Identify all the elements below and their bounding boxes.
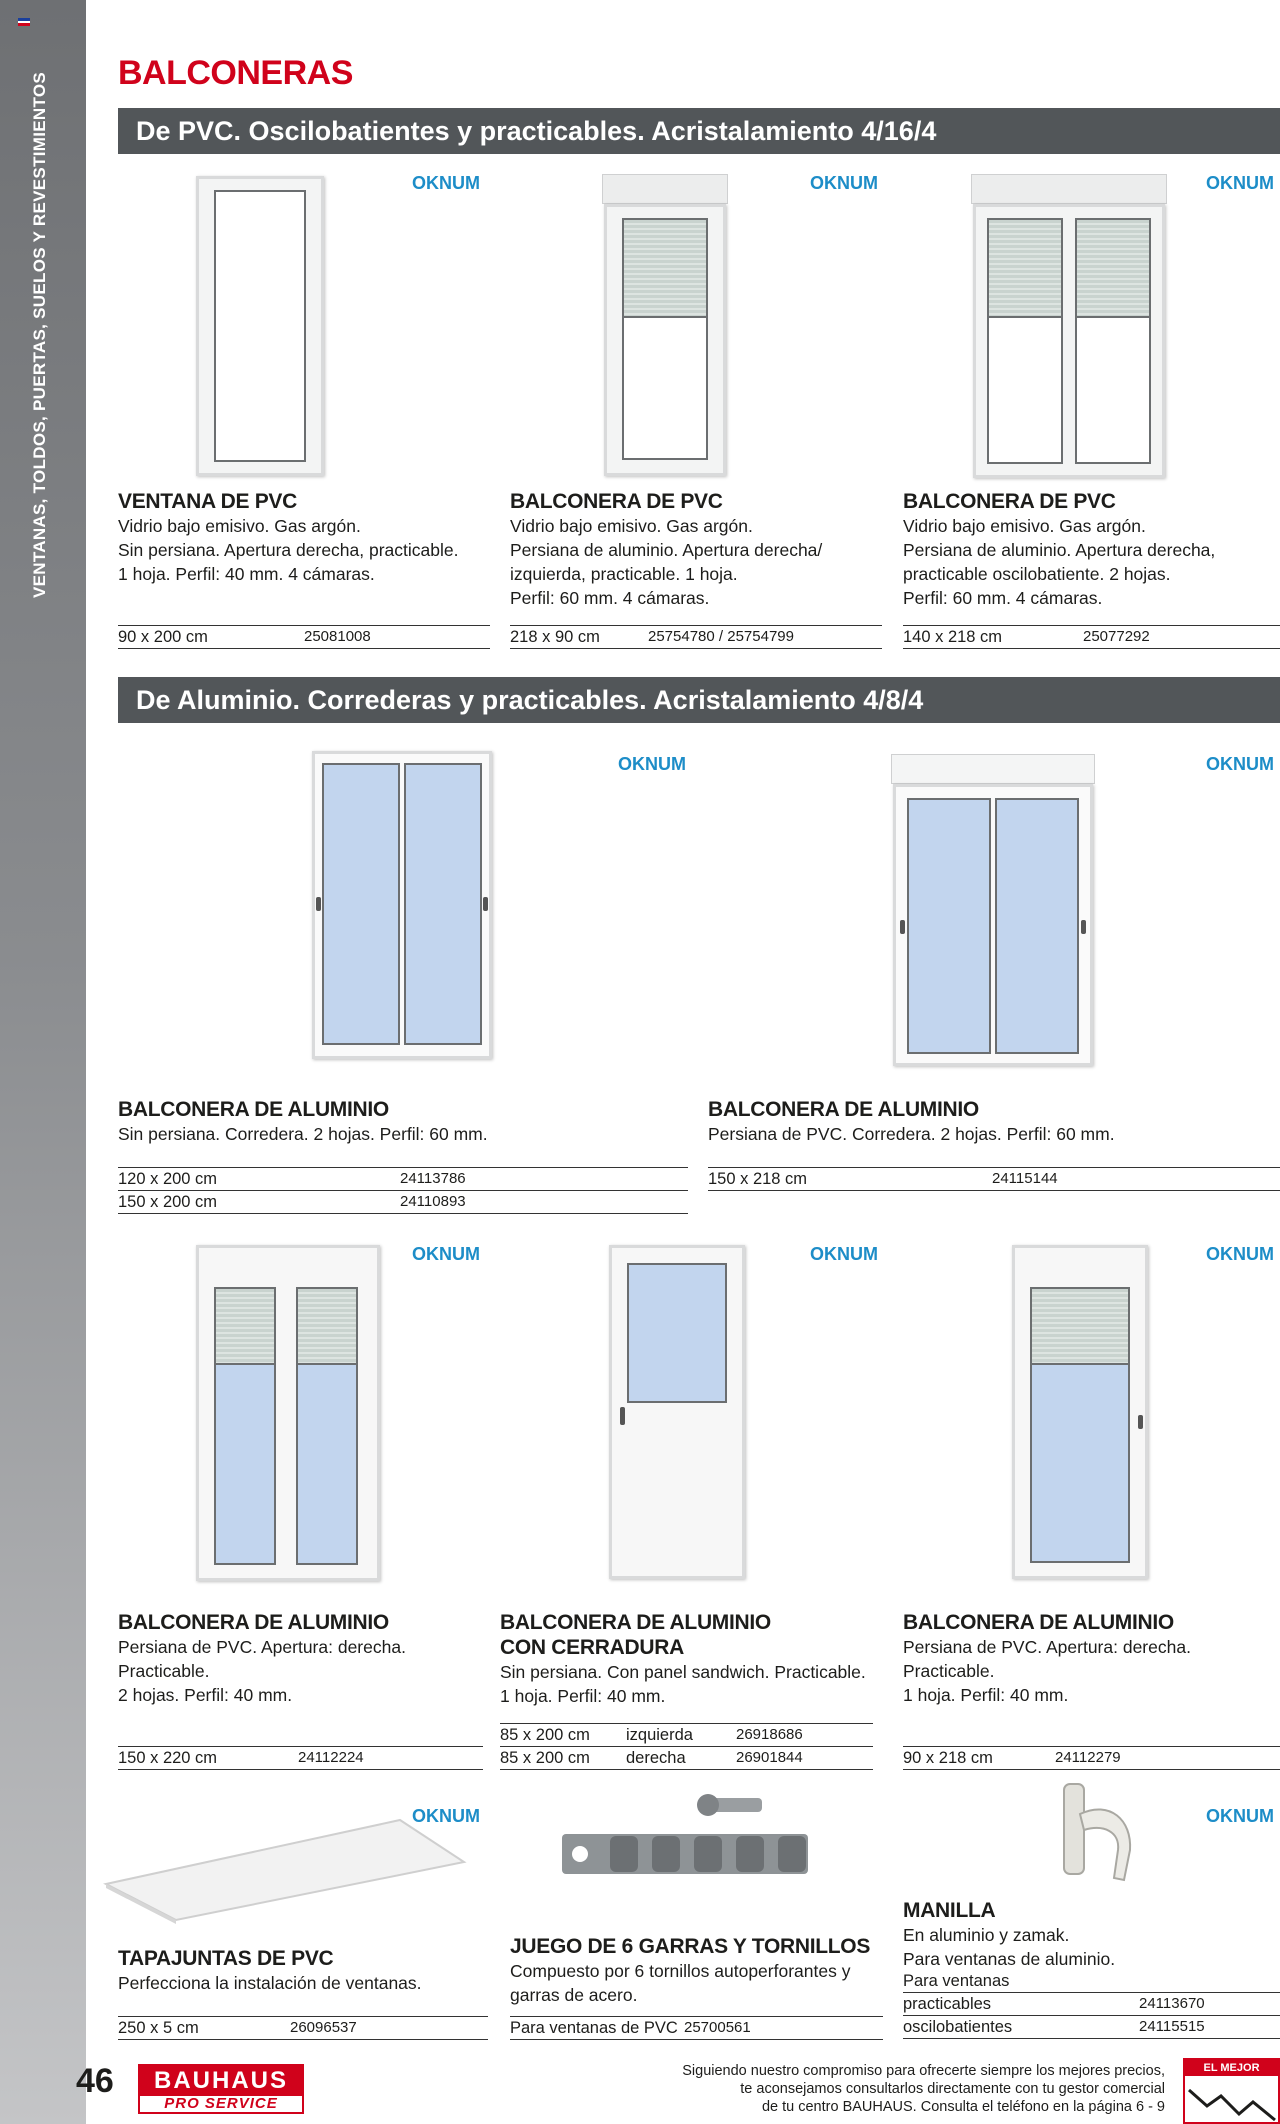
spec-row bbox=[903, 2016, 1280, 2039]
product-desc-line: Vidrio bajo emisivo. Gas argón. bbox=[510, 516, 753, 536]
brand-oknum: OKNUM bbox=[810, 1244, 878, 1264]
product-title: BALCONERA DE PVC bbox=[510, 490, 723, 513]
spec-size: 85 x 200 cm bbox=[500, 1726, 590, 1744]
product-title: BALCONERA DE ALUMINIO bbox=[118, 1098, 389, 1121]
spec-code: 24113670 bbox=[1139, 1995, 1205, 2012]
spec-size: 150 x 218 cm bbox=[708, 1170, 808, 1188]
spec-code: 25700561 bbox=[684, 2019, 751, 2036]
spec-header bbox=[903, 1970, 1280, 1993]
logo-wordmark: BAUHAUS bbox=[138, 2064, 304, 2094]
product-desc-line: garras de acero. bbox=[510, 1985, 638, 2005]
spec-code: 26096537 bbox=[290, 2019, 357, 2036]
pvc-trim-strip-image bbox=[100, 1814, 470, 1929]
category-sidebar bbox=[0, 0, 86, 2124]
product-card bbox=[903, 1610, 1280, 1707]
spec-code: 24115515 bbox=[1139, 2018, 1205, 2035]
price-trend-icon bbox=[1185, 2076, 1278, 2122]
product-title: TAPAJUNTAS DE PVC bbox=[118, 1947, 334, 1970]
product-desc-line: Perfil: 60 mm. 4 cámaras. bbox=[510, 588, 710, 608]
spec-table bbox=[510, 2016, 883, 2040]
spec-type: oscilobatientes bbox=[903, 2018, 1013, 2036]
spec-table bbox=[118, 1746, 483, 1770]
spec-code: 24112224 bbox=[298, 1749, 364, 1766]
spec-table bbox=[500, 1723, 873, 1770]
spec-table bbox=[903, 1746, 1280, 1770]
brand-oknum: OKNUM bbox=[412, 173, 480, 193]
product-desc-line: Sin persiana. Corredera. 2 hojas. Perfil: 60 mm. bbox=[118, 1124, 488, 1144]
spec-row bbox=[903, 1993, 1280, 2016]
spec-type: practicables bbox=[903, 1995, 992, 2013]
product-card bbox=[903, 489, 1280, 610]
pvc-balcony-door-image bbox=[604, 174, 726, 476]
flag-icon bbox=[18, 18, 30, 26]
spec-code: 24115144 bbox=[992, 1170, 1058, 1187]
section-heading-aluminio: De Aluminio. Correderas y practicables. Acristalamiento 4/8/4 bbox=[118, 677, 1280, 723]
spec-code: 25754780 / 25754799 bbox=[648, 628, 794, 645]
product-desc-line: Sin persiana. Apertura derecha, practicable. bbox=[118, 540, 459, 560]
spec-table bbox=[510, 625, 882, 649]
product-title: BALCONERA DE ALUMINIO bbox=[708, 1098, 979, 1121]
spec-row bbox=[500, 1747, 873, 1770]
spec-size: 218 x 90 cm bbox=[510, 628, 600, 646]
spec-table bbox=[118, 625, 490, 649]
spec-row bbox=[510, 2017, 883, 2040]
product-desc-line: Persiana de PVC. Apertura: derecha. Practicable. bbox=[903, 1637, 1191, 1681]
brand-oknum: OKNUM bbox=[1206, 173, 1274, 193]
product-title-line2: CON CERRADURA bbox=[500, 1636, 684, 1659]
product-title: MANILLA bbox=[903, 1899, 996, 1922]
product-desc-line: Vidrio bajo emisivo. Gas argón. bbox=[118, 516, 361, 536]
product-card bbox=[903, 1898, 1280, 1971]
product-card bbox=[118, 1610, 488, 1707]
product-desc-line: Vidrio bajo emisivo. Gas argón. bbox=[903, 516, 1146, 536]
disclaimer-line: de tu centro BAUHAUS. Consulta el teléfono en la página 6 - 9 bbox=[761, 2099, 1165, 2115]
aluminium-single-door-image bbox=[1012, 1245, 1148, 1579]
spec-row bbox=[510, 626, 882, 649]
brand-oknum: OKNUM bbox=[810, 173, 878, 193]
spec-row bbox=[903, 1747, 1280, 1770]
spec-code: 25077292 bbox=[1083, 628, 1150, 645]
window-handle-image bbox=[1040, 1780, 1160, 1890]
disclaimer-line: te aconsejamos consultarlos directamente con tu gestor comercial bbox=[740, 2081, 1165, 2097]
product-title: VENTANA DE PVC bbox=[118, 490, 297, 513]
aluminium-double-door-image bbox=[196, 1245, 380, 1581]
spec-code: 24112279 bbox=[1055, 1749, 1121, 1766]
spec-size: 120 x 200 cm bbox=[118, 1170, 218, 1188]
aluminium-door-with-lock-image bbox=[609, 1245, 745, 1579]
spec-table bbox=[118, 1167, 688, 1214]
spec-size: 85 x 200 cm bbox=[500, 1749, 590, 1767]
spec-row bbox=[708, 1168, 1280, 1191]
product-desc-line: Persiana de aluminio. Apertura derecha, bbox=[903, 540, 1216, 560]
brand-oknum: OKNUM bbox=[412, 1244, 480, 1264]
product-desc-line: Perfil: 60 mm. 4 cámaras. bbox=[903, 588, 1103, 608]
spec-size: 150 x 200 cm bbox=[118, 1193, 218, 1211]
spec-side: derecha bbox=[626, 1749, 686, 1767]
spec-size: 90 x 218 cm bbox=[903, 1749, 993, 1767]
product-desc-line: Persiana de PVC. Corredera. 2 hojas. Perfil: 60 mm. bbox=[708, 1124, 1115, 1144]
product-desc-line: 1 hoja. Perfil: 40 mm. bbox=[500, 1686, 666, 1706]
brand-oknum: OKNUM bbox=[618, 754, 686, 774]
spec-header-label: Para ventanas bbox=[903, 1972, 1010, 1990]
product-card bbox=[708, 1097, 1280, 1146]
spec-size: 150 x 220 cm bbox=[118, 1749, 218, 1767]
spec-row bbox=[118, 1747, 483, 1770]
product-card bbox=[510, 489, 882, 610]
brand-oknum: OKNUM bbox=[1206, 754, 1274, 774]
brand-oknum: OKNUM bbox=[1206, 1806, 1274, 1826]
product-card bbox=[118, 489, 490, 586]
disclaimer-line: Siguiendo nuestro compromiso para ofrecerte siempre los mejores precios, bbox=[682, 2063, 1165, 2079]
product-card bbox=[510, 1934, 890, 2007]
spec-table bbox=[903, 1970, 1280, 2039]
page-title: BALCONERAS bbox=[118, 54, 353, 92]
product-desc-line: Persiana de PVC. Apertura: derecha. Practicable. bbox=[118, 1637, 406, 1681]
product-desc-line: practicable oscilobatiente. 2 hojas. bbox=[903, 564, 1171, 584]
spec-side: izquierda bbox=[626, 1726, 693, 1744]
spec-code: 24110893 bbox=[400, 1193, 466, 1210]
best-price-badge bbox=[1183, 2058, 1280, 2124]
spec-size: 90 x 200 cm bbox=[118, 628, 208, 646]
product-title: BALCONERA DE ALUMINIO bbox=[118, 1611, 389, 1634]
spec-row bbox=[118, 2017, 488, 2040]
spec-table bbox=[708, 1167, 1280, 1191]
brand-oknum: OKNUM bbox=[1206, 1244, 1274, 1264]
spec-row bbox=[118, 1191, 688, 1214]
price-disclaimer bbox=[645, 2062, 1165, 2116]
product-card bbox=[118, 1946, 488, 1995]
aluminium-sliding-door-image bbox=[312, 751, 492, 1059]
product-desc-line: En aluminio y zamak. bbox=[903, 1925, 1070, 1945]
spec-table bbox=[118, 2016, 488, 2040]
spec-size: 250 x 5 cm bbox=[118, 2019, 199, 2037]
product-desc-line: Compuesto por 6 tornillos autoperforantes y bbox=[510, 1961, 851, 1981]
sidebar-category-label: VENTANAS, TOLDOS, PUERTAS, SUELOS Y REVESTIMIENTOS bbox=[30, 71, 49, 599]
spec-code: 26901844 bbox=[736, 1749, 803, 1766]
product-desc-line: Perfecciona la instalación de ventanas. bbox=[118, 1973, 422, 1993]
spec-row bbox=[500, 1724, 873, 1747]
product-title: BALCONERA DE PVC bbox=[903, 490, 1116, 513]
screws-and-brackets-image bbox=[560, 1790, 810, 1890]
product-card bbox=[500, 1610, 880, 1708]
aluminium-sliding-door-with-blind-image bbox=[893, 754, 1093, 1066]
product-desc-line: Persiana de aluminio. Apertura derecha/ bbox=[510, 540, 823, 560]
pvc-double-balcony-door-image bbox=[973, 174, 1165, 478]
product-desc-line: Sin persiana. Con panel sandwich. Practicable. bbox=[500, 1662, 866, 1682]
spec-code: 26918686 bbox=[736, 1726, 803, 1743]
brand-oknum: OKNUM bbox=[412, 1806, 480, 1826]
product-desc-line: 1 hoja. Perfil: 40 mm. 4 cámaras. bbox=[118, 564, 375, 584]
badge-label: EL MEJOR PRECIO bbox=[1185, 2060, 1278, 2076]
section-heading-pvc: De PVC. Oscilobatientes y practicables. Acristalamiento 4/16/4 bbox=[118, 108, 1280, 154]
product-desc-line: izquierda, practicable. 1 hoja. bbox=[510, 564, 738, 584]
logo-subtitle: PRO SERVICE bbox=[138, 2094, 304, 2114]
spec-row bbox=[118, 626, 490, 649]
product-title: BALCONERA DE ALUMINIO bbox=[903, 1611, 1174, 1634]
product-card bbox=[118, 1097, 688, 1146]
product-desc-line: 2 hojas. Perfil: 40 mm. bbox=[118, 1685, 293, 1705]
spec-row bbox=[903, 626, 1280, 649]
spec-table bbox=[903, 625, 1280, 649]
pvc-window-image bbox=[196, 176, 324, 476]
spec-size: Para ventanas de PVC bbox=[510, 2019, 678, 2037]
product-desc-line: 1 hoja. Perfil: 40 mm. bbox=[903, 1685, 1069, 1705]
product-title: BALCONERA DE ALUMINIO bbox=[500, 1611, 771, 1634]
spec-size: 140 x 218 cm bbox=[903, 628, 1003, 646]
bauhaus-logo bbox=[138, 2064, 304, 2116]
product-desc-line: Para ventanas de aluminio. bbox=[903, 1949, 1116, 1969]
product-title: JUEGO DE 6 GARRAS Y TORNILLOS bbox=[510, 1935, 871, 1958]
page-number: 46 bbox=[76, 2062, 114, 2100]
spec-code: 25081008 bbox=[304, 628, 371, 645]
spec-code: 24113786 bbox=[400, 1170, 466, 1187]
spec-row bbox=[118, 1168, 688, 1191]
